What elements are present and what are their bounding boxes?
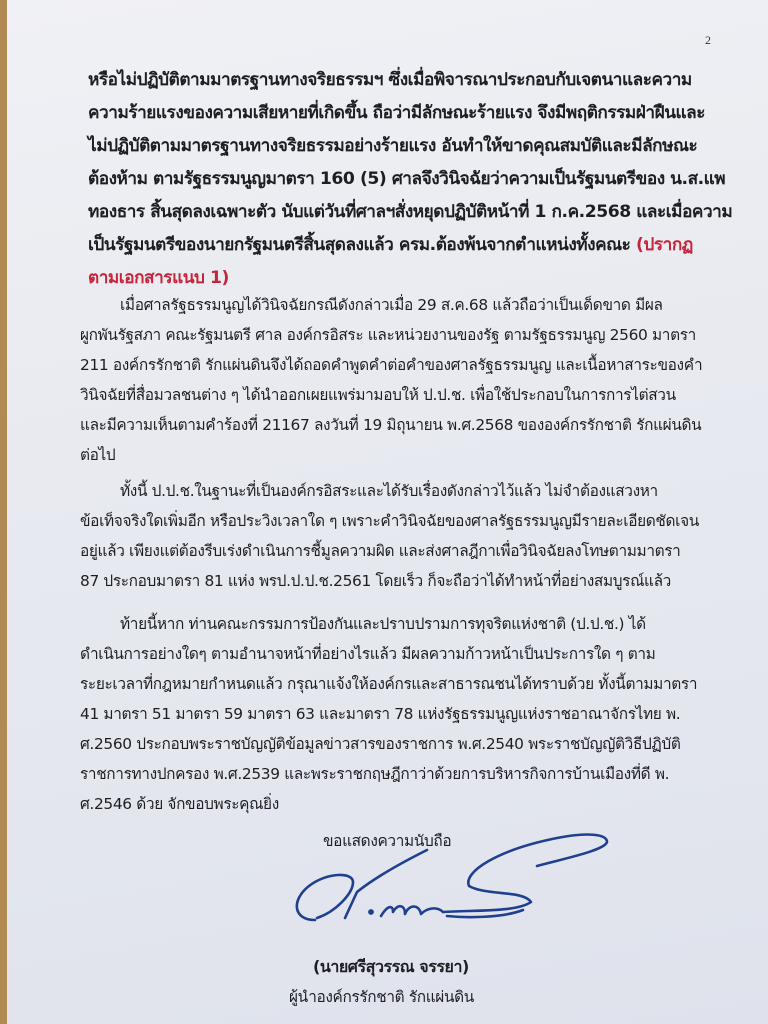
signer-title: ผู้นำองค์กรรักชาติ รักแผ่นดิน bbox=[289, 988, 474, 1006]
paragraph-1-line-4: ต้องห้าม ตามรัฐธรรมนูญมาตรา 160 (5) ศาลจึงวินิจฉัยว่าความเป็นรัฐมนตรีของ น.ส.แพ bbox=[88, 169, 726, 189]
paragraph-2-line-3: 211 องค์กรรักชาติ รักแผ่นดินจึงได้ถอดคำพูดคำต่อคำของศาลรัฐธรรมนูญ และเนื้อหาสาระของคำ bbox=[80, 356, 703, 374]
paragraph-2-line-6: ต่อไป bbox=[80, 446, 116, 464]
paragraph-4-line-4: 41 มาตรา 51 มาตรา 59 มาตรา 63 และมาตรา 78 แห่งรัฐธรรมนูญแห่งราชอาณาจักรไทย พ. bbox=[80, 705, 681, 723]
document-page bbox=[7, 0, 768, 1024]
paragraph-4-line-6: ราชการทางปกครอง พ.ศ.2539 และพระราชกฤษฎีกาว่าด้วยการบริหารกิจการบ้านเมืองที่ดี พ. bbox=[80, 765, 670, 783]
signer-name: (นายศรีสุวรรณ จรรยา) bbox=[313, 957, 469, 976]
paragraph-2-line-5: และมีความเห็นตามคำร้องที่ 21167 ลงวันที่ 19 มิถุนายน พ.ศ.2568 ขององค์กรรักชาติ รักแผ่นดิน bbox=[80, 416, 702, 434]
paragraph-4-line-5: ศ.2560 ประกอบพระราชบัญญัติข้อมูลข่าวสารของราชการ พ.ศ.2540 พระราชบัญญัติวิธีปฏิบัติ bbox=[80, 735, 681, 753]
paragraph-3-line-2: ข้อเท็จจริงใดเพิ่มอีก หรือประวิงเวลาใด ๆ เพราะคำวินิจฉัยของศาลรัฐธรรมนูญมีรายละเอียดชัดเจน bbox=[80, 512, 699, 530]
page-number: 2 bbox=[705, 33, 711, 47]
attachment-reference-continued: ตามเอกสารแนบ 1) bbox=[88, 268, 229, 288]
paragraph-1-line-6-text: เป็นรัฐมนตรีของนายกรัฐมนตรีสิ้นสุดลงแล้ว ครม.ต้องพ้นจากตำแหน่งทั้งคณะ bbox=[88, 235, 631, 255]
paragraph-1-line-6 bbox=[88, 230, 693, 258]
closing-salutation: ขอแสดงความนับถือ bbox=[323, 832, 452, 850]
paragraph-2-line-1: เมื่อศาลรัฐธรรมนูญได้วินิจฉัยกรณีดังกล่าวเมื่อ 29 ส.ค.68 แล้วถือว่าเป็นเด็ดขาด มีผล bbox=[120, 296, 663, 314]
handwritten-signature bbox=[287, 820, 627, 930]
paragraph-3-line-3: อยู่แล้ว เพียงแต่ต้องรีบเร่งดำเนินการชี้มูลความผิด และส่งศาลฎีกาเพื่อวินิจฉัยลงโทษตามมาตรา bbox=[80, 542, 681, 560]
paragraph-1-line-1: หรือไม่ปฏิบัติตามมาตรฐานทางจริยธรรมฯ ซึ่งเมื่อพิจารณาประกอบกับเจตนาและความ bbox=[88, 70, 692, 90]
paragraph-4-line-3: ระยะเวลาที่กฎหมายกำหนดแล้ว กรุณาแจ้งให้องค์กรและสาธารณชนได้ทราบด้วย ทั้งนี้ตามมาตรา bbox=[80, 675, 698, 693]
paragraph-1-line-2: ความร้ายแรงของความเสียหายที่เกิดขึ้น ถือว่ามีลักษณะร้ายแรง จึงมีพฤติกรรมฝ่าฝืนและ bbox=[88, 103, 706, 123]
paragraph-1-line-3: ไม่ปฏิบัติตามมาตรฐานทางจริยธรรมอย่างร้ายแรง อันทำให้ขาดคุณสมบัติและมีลักษณะ bbox=[88, 136, 698, 156]
paragraph-4-line-7: ศ.2546 ด้วย จักขอบพระคุณยิ่ง bbox=[80, 795, 279, 813]
paragraph-1-line-5: ทองธาร สิ้นสุดลงเฉพาะตัว นับแต่วันที่ศาลฯสั่งหยุดปฏิบัติหน้าที่ 1 ก.ค.2568 และเมื่อความ bbox=[88, 202, 733, 222]
paragraph-4-line-1: ท้ายนี้หาก ท่านคณะกรรมการป้องกันและปราบปรามการทุจริตแห่งชาติ (ป.ป.ช.) ได้ bbox=[120, 615, 646, 633]
paragraph-2-line-2: ผูกพันรัฐสภา คณะรัฐมนตรี ศาล องค์กรอิสระ และหน่วยงานของรัฐ ตามรัฐธรรมนูญ 2560 มาตรา bbox=[80, 326, 696, 344]
paragraph-3-line-1: ทั้งนี้ ป.ป.ช.ในฐานะที่เป็นองค์กรอิสระและได้รับเรื่องดังกล่าวไว้แล้ว ไม่จำต้องแสวงหา bbox=[120, 482, 658, 500]
attachment-reference: (ปรากฏ bbox=[636, 235, 693, 255]
paragraph-4-line-2: ดำเนินการอย่างใดๆ ตามอำนาจหน้าที่อย่างไรแล้ว มีผลความก้าวหน้าเป็นประการใด ๆ ตาม bbox=[80, 645, 656, 663]
paragraph-2-line-4: วินิจฉัยที่สื่อมวลชนต่าง ๆ ได้นำออกเผยแพร่มามอบให้ ป.ป.ช. เพื่อใช้ประกอบในการการไต่สวน bbox=[80, 386, 676, 404]
paragraph-3-line-4: 87 ประกอบมาตรา 81 แห่ง พรป.ป.ป.ช.2561 โดยเร็ว ก็จะถือว่าได้ทำหน้าที่อย่างสมบูรณ์แล้ว bbox=[80, 572, 671, 590]
